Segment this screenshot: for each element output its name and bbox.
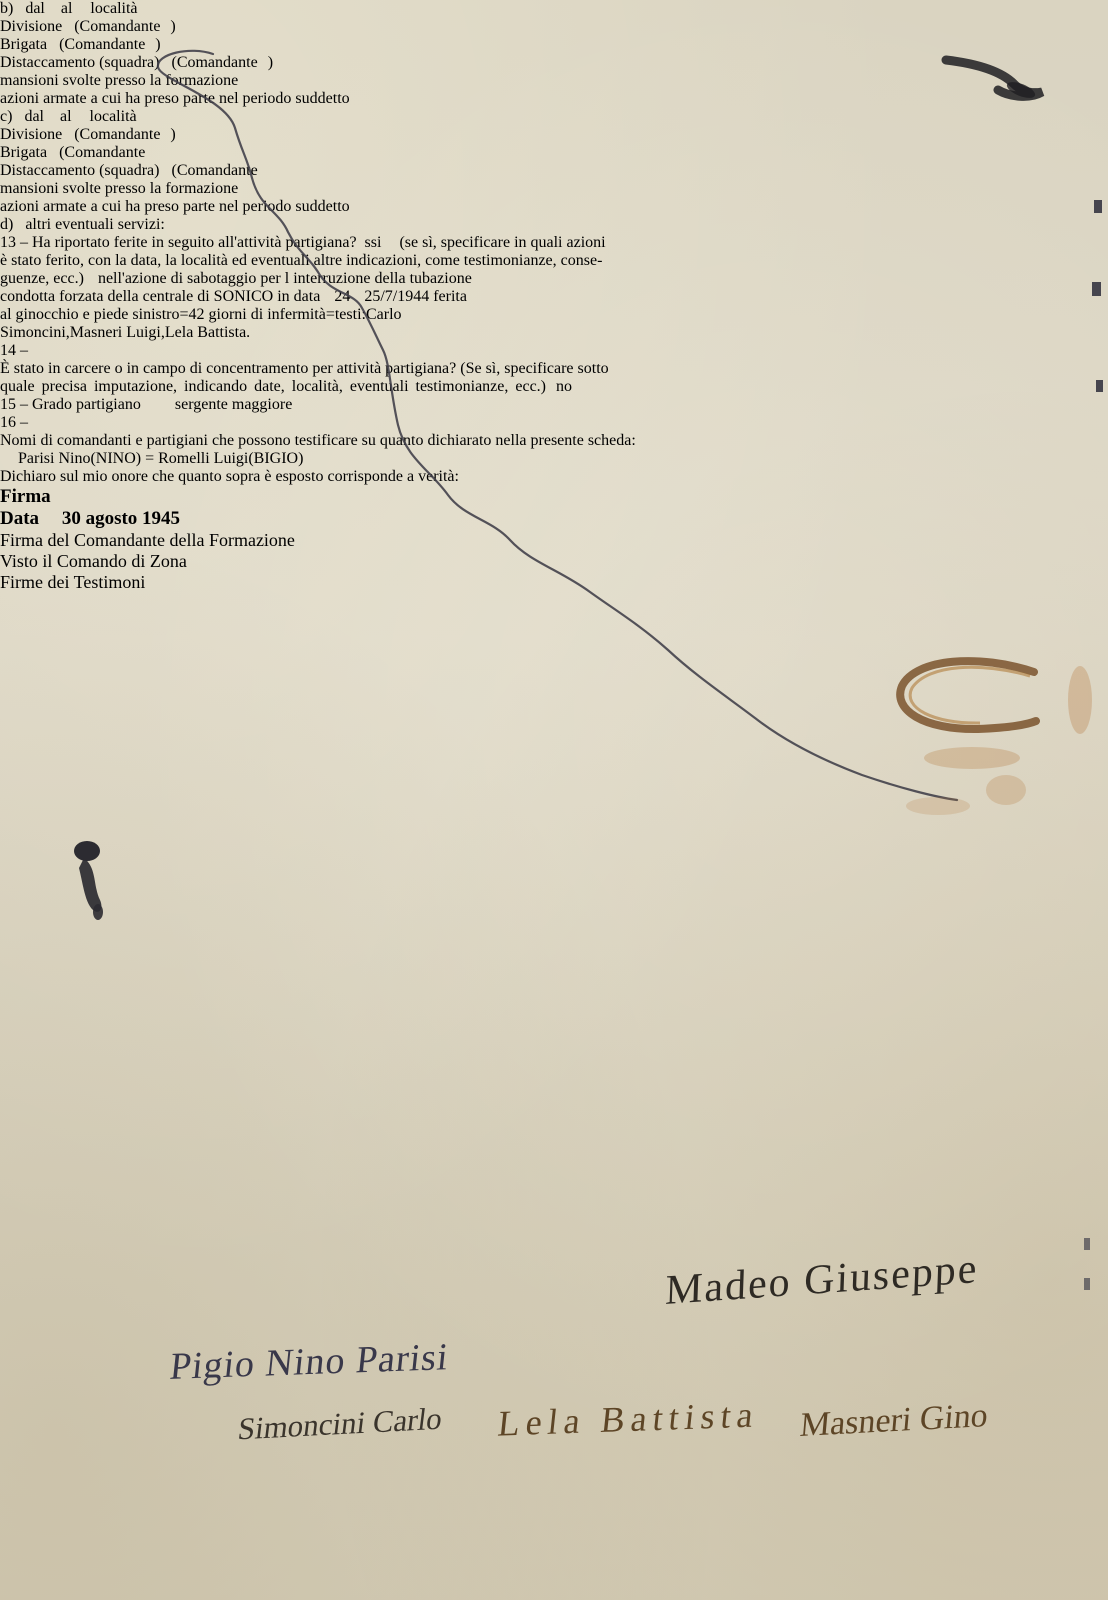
ink-blot <box>74 841 103 920</box>
q15-dash: – <box>20 396 28 413</box>
q13-question-text3: è stato ferito, con la data, la località ed eventuali altre indicazioni, come testimonianze, conse- <box>0 252 603 269</box>
q13-typed-line4: Simoncini,Masneri Luigi,Lela Battista. <box>0 324 251 341</box>
q15-label: Grado partigiano <box>32 396 141 413</box>
label-distaccamento: Distaccamento (squadra) <box>0 54 160 71</box>
q13-question-text: Ha riportato ferite in seguito all'attività partigiana? <box>32 234 357 251</box>
q16-label: Nomi di comandanti e partigiani che possono testificare su quanto dichiarato nella presente scheda: <box>0 432 636 449</box>
adjacent-page-fragment <box>1084 1238 1090 1250</box>
q13-typed-stray: s <box>364 234 371 251</box>
section-c-letter: c) <box>0 108 13 125</box>
q14-question-text: È stato in carcere o in campo di concentramento per attività partigiana? (Se sì, specificare sotto <box>0 360 609 377</box>
label-paren: ) <box>267 54 274 71</box>
label-comandante: (Comandante <box>74 126 161 143</box>
testimone-signature-2: Lela Battista <box>495 1394 761 1444</box>
adjacent-page-fragment <box>1084 1278 1090 1290</box>
label-distaccamento: Distaccamento (squadra) <box>0 162 160 179</box>
q14-question-text2: quale precisa imputazione, indicando date, località, eventuali testimonianze, ecc.) <box>0 378 546 395</box>
q13-typed-answer: si <box>370 234 382 251</box>
q13-dash: – <box>20 234 28 251</box>
comandante-label: Firma del Comandante della Formazione <box>0 530 295 550</box>
adjacent-page-fragment <box>1096 380 1103 392</box>
label-paren: ) <box>170 126 176 143</box>
adjacent-page-fragment <box>1094 200 1102 213</box>
label-comandante: (Comandante <box>59 36 146 53</box>
adjacent-page-fragment <box>1092 282 1101 296</box>
q16-typed-answer: Parisi Nino(NINO) = Romelli Luigi(BIGIO) <box>18 450 304 467</box>
label-divisione: Divisione <box>0 18 63 35</box>
section-d-letter: d) <box>0 216 14 233</box>
q13-typed-line2b: 25/7/1944 ferita <box>364 288 467 305</box>
q14-typed-answer: no <box>556 378 572 395</box>
q16-number: 16 <box>0 414 16 431</box>
q13-typed-struck: 24 <box>334 288 351 305</box>
q14-number: 14 <box>0 342 16 359</box>
label-comandante: (Comandante <box>171 162 258 179</box>
label-azioni: azioni armate a cui ha preso parte nel periodo suddetto <box>0 198 350 215</box>
q13-question-text2: (se sì, specificare in quali azioni <box>399 234 606 251</box>
q13-typed-line2a: condotta forzata della centrale di SONICO in data <box>0 288 321 305</box>
label-localita: località <box>89 108 137 125</box>
label-comandante: (Comandante <box>74 18 161 35</box>
label-dal: dal <box>24 108 44 125</box>
testimone-signature-1: Simoncini Carlo <box>236 1400 445 1447</box>
label-mansioni: mansioni svolte presso la formazione <box>0 72 239 89</box>
label-brigata: Brigata <box>0 36 48 53</box>
q13-number: 13 <box>0 234 16 251</box>
visto-label: Visto il Comando di Zona <box>0 551 187 571</box>
label-comandante: (Comandante <box>171 54 258 71</box>
date-typed: 30 agosto 1945 <box>61 508 181 529</box>
data-label: Data <box>0 508 40 529</box>
label-paren: ) <box>170 18 176 35</box>
q15-number: 15 <box>0 396 16 413</box>
q13-question-text4: guenze, ecc.) <box>0 270 84 287</box>
declaration-text: Dichiaro sul mio onore che quanto sopra è esposto corrisponde a verità: <box>0 468 459 485</box>
section-b-letter: b) <box>0 0 14 17</box>
firma-label: Firma <box>0 486 51 507</box>
q14-dash: – <box>20 342 28 359</box>
label-al: al <box>60 0 73 17</box>
q15-typed-answer: sergente maggiore <box>174 396 293 413</box>
label-dal: dal <box>25 0 45 17</box>
label-azioni: azioni armate a cui ha preso parte nel periodo suddetto <box>0 90 350 107</box>
label-comandante: (Comandante <box>59 144 146 161</box>
label-divisione: Divisione <box>0 126 63 143</box>
q16-dash: – <box>20 414 28 431</box>
label-mansioni: mansioni svolte presso la formazione <box>0 180 239 197</box>
testimone-signature-3: Masneri Gino <box>798 1396 990 1445</box>
pen-strike-line <box>158 51 957 800</box>
q13-typed-line1: nell'azione di sabotaggio per l interruzione della tubazione <box>97 270 472 287</box>
firma-signature: Madeo Giuseppe <box>664 1245 980 1315</box>
label-paren: ) <box>155 36 161 53</box>
label-al: al <box>59 108 72 125</box>
comandante-signature: Pigio Nino Parisi <box>167 1336 451 1388</box>
label-localita: località <box>90 0 138 17</box>
q13-typed-line3: al ginocchio e piede sinistro=42 giorni di infermità=testi:Carlo <box>0 306 402 323</box>
label-altri-servizi: altri eventuali servizi: <box>25 216 165 233</box>
label-brigata: Brigata <box>0 144 48 161</box>
testimoni-label: Firme dei Testimoni <box>0 572 146 592</box>
